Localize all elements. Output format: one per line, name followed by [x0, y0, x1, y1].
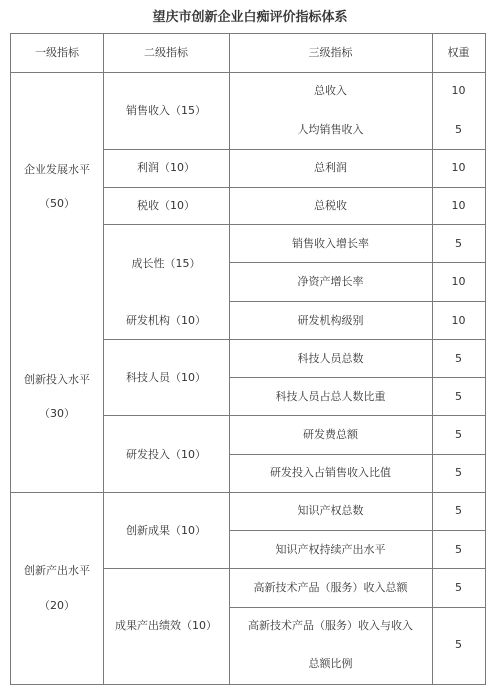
level3-indicator: 研发机构级别 [297, 314, 364, 327]
level2-label: 研发机构（10） [126, 314, 206, 327]
header-level1: 一级指标 [35, 46, 79, 59]
weight-value: 5 [455, 504, 462, 517]
level3-indicator: 净资产增长率 [297, 275, 364, 288]
group-name: 创新投入水平 [24, 373, 90, 386]
level2-label: 税收（10） [137, 199, 195, 212]
level3-indicator-line2: 总额比例 [308, 657, 353, 670]
level3-indicator: 高新技术产品（服务）收入与收入 [248, 619, 413, 632]
weight-value: 5 [455, 123, 462, 136]
indicator-table [10, 33, 486, 685]
level3-indicator: 人均销售收入 [297, 123, 364, 136]
weight-value: 10 [451, 275, 466, 288]
level3-indicator: 高新技术产品（服务）收入总额 [253, 581, 408, 594]
level2-label: 成果产出绩效（10） [115, 619, 217, 632]
weight-value: 5 [455, 466, 462, 479]
level2-label: 利润（10） [137, 161, 195, 174]
level3-indicator: 销售收入增长率 [292, 237, 369, 250]
group-score: （30） [39, 407, 75, 420]
header-level2: 二级指标 [144, 46, 188, 59]
weight-value: 5 [455, 352, 462, 365]
weight-value: 5 [455, 638, 462, 651]
group-name: 企业发展水平 [24, 163, 90, 176]
level2-label: 科技人员（10） [126, 371, 206, 384]
level3-indicator: 研发费总额 [303, 428, 358, 441]
level3-indicator: 研发投入占销售收入比值 [270, 466, 391, 479]
weight-value: 5 [455, 390, 462, 403]
weight-value: 5 [455, 581, 462, 594]
header-level3: 三级指标 [308, 46, 353, 59]
level2-label: 销售收入（15） [126, 104, 206, 117]
weight-value: 10 [451, 314, 466, 327]
level3-indicator: 总收入 [314, 84, 347, 97]
weight-value: 5 [455, 237, 462, 250]
group-name: 创新产出水平 [24, 564, 90, 577]
header-weight: 权重 [447, 46, 470, 59]
level2-label: 创新成果（10） [126, 524, 206, 537]
weight-value: 5 [455, 543, 462, 556]
level3-indicator: 知识产权总数 [297, 504, 364, 517]
level3-indicator: 知识产权持续产出水平 [275, 543, 386, 556]
level3-indicator: 总利润 [314, 161, 347, 174]
level2-label: 研发投入（10） [126, 448, 206, 461]
level3-indicator: 科技人员总数 [297, 352, 364, 365]
weight-value: 10 [451, 199, 466, 212]
weight-value: 5 [455, 428, 462, 441]
page-title: 望庆市创新企业白痴评价指标体系 [152, 10, 348, 25]
weight-value: 10 [451, 84, 466, 97]
level2-label: 成长性（15） [131, 257, 201, 270]
weight-value: 10 [451, 161, 466, 174]
level3-indicator: 总税收 [314, 199, 347, 212]
group-score: （50） [39, 197, 75, 210]
level3-indicator: 科技人员占总人数比重 [275, 390, 386, 403]
group-score: （20） [39, 599, 75, 612]
